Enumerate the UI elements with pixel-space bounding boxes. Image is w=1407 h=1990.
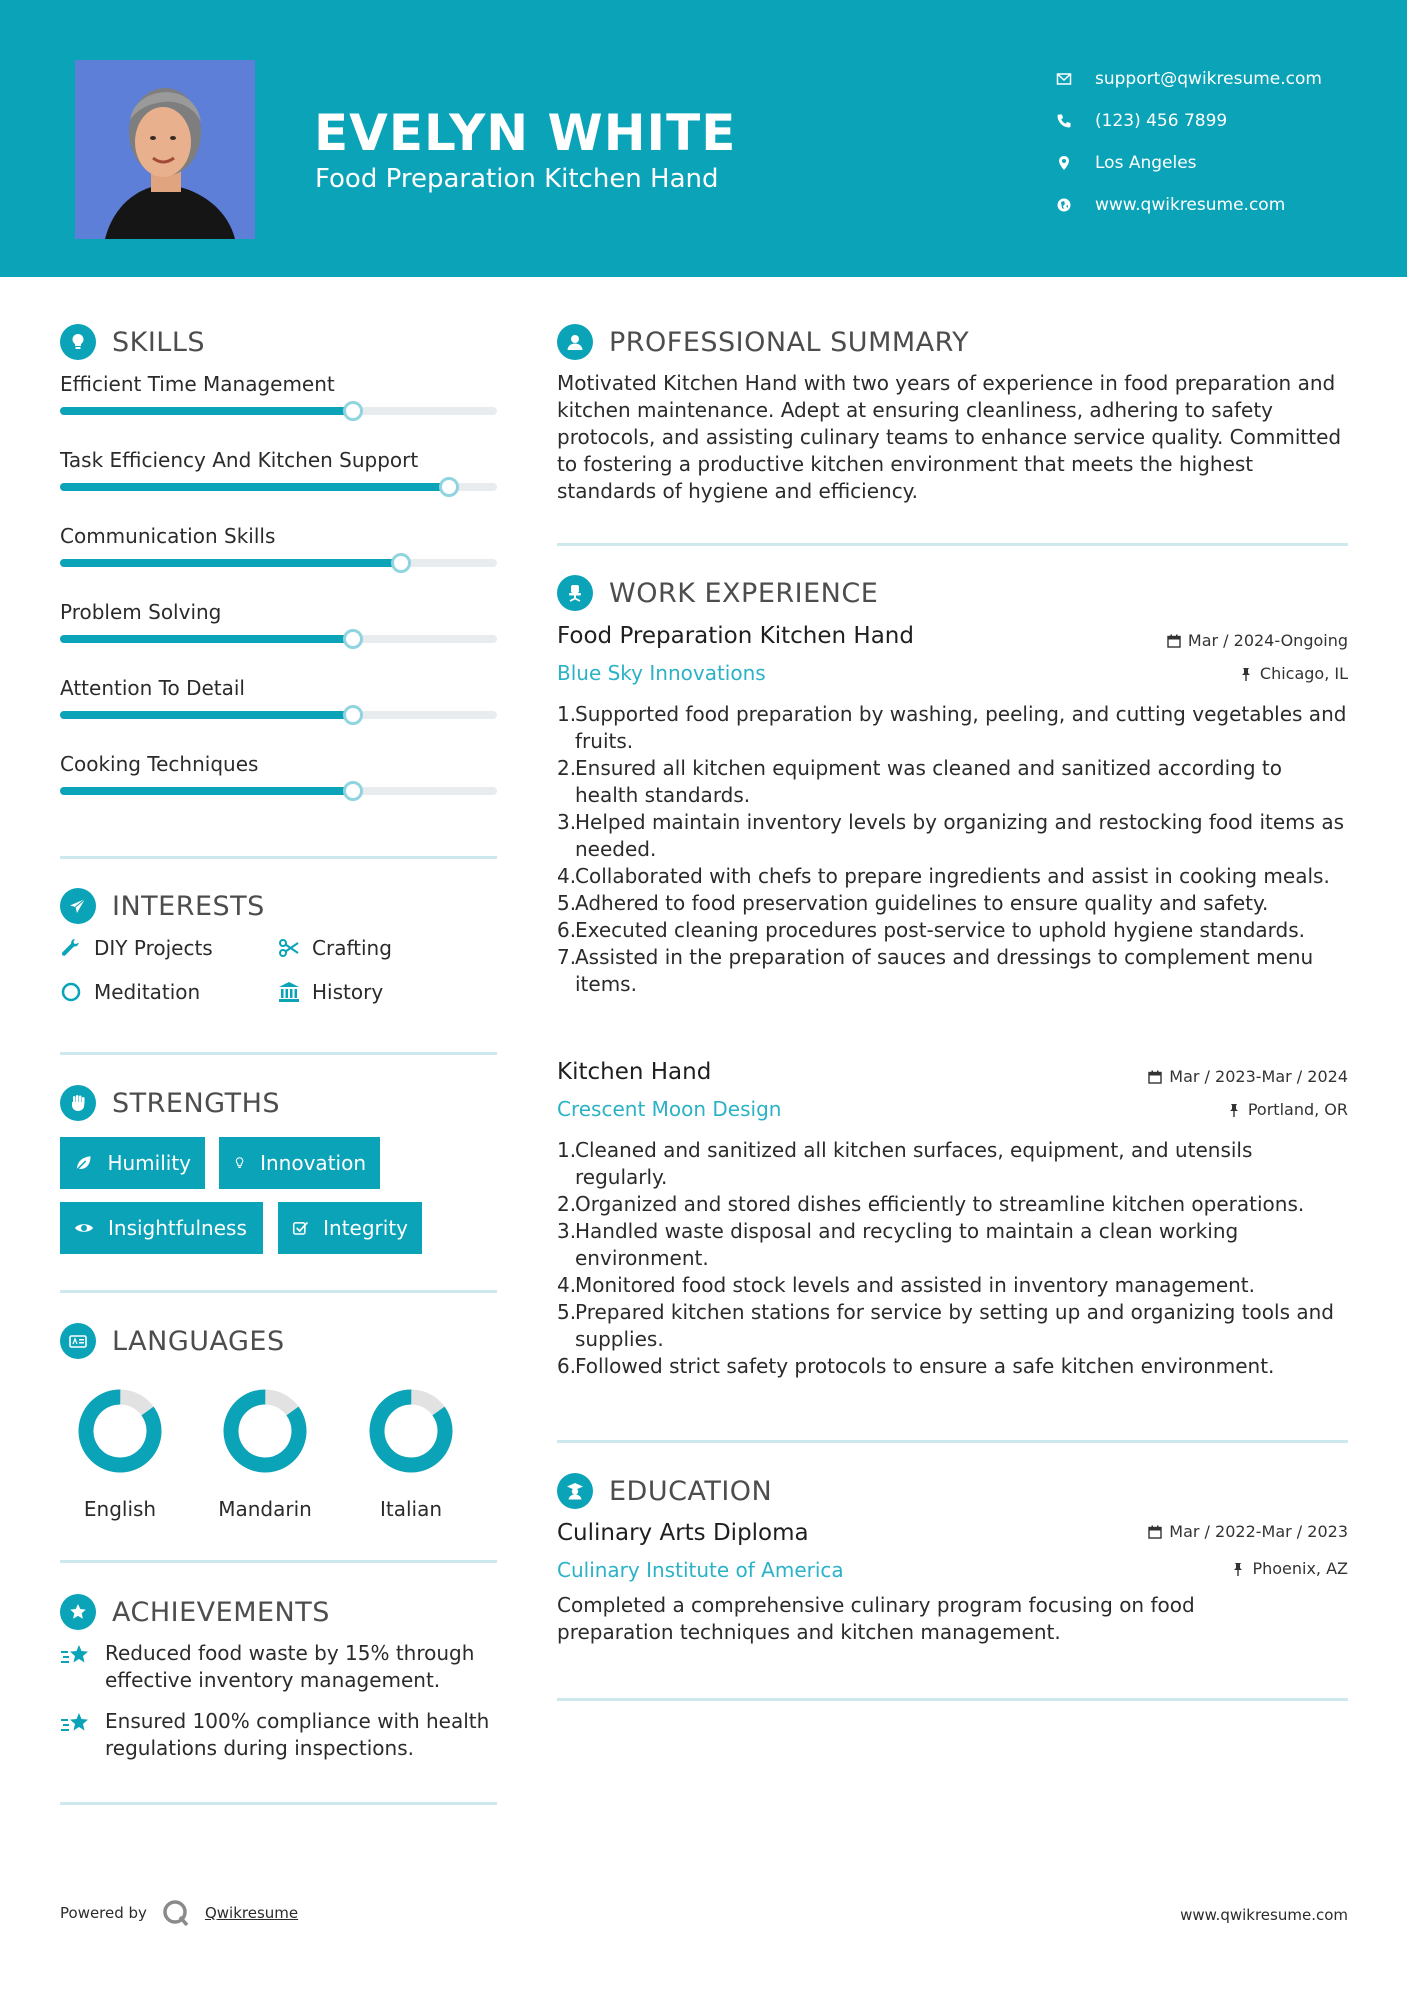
education-dates: [1148, 1522, 1348, 1541]
interest-item: [60, 980, 200, 1004]
office-chair-icon: [557, 575, 593, 611]
donut-fill: [73, 1384, 168, 1479]
section-divider: [60, 1802, 497, 1805]
skill-bar-knob: [391, 553, 411, 573]
calendar-icon: [1167, 634, 1181, 648]
job-dates-text: Mar / 2024-Ongoing: [1187, 631, 1348, 650]
interest-label: Meditation: [94, 980, 201, 1004]
job-bullet-list: [557, 1137, 1347, 1380]
education-dates-text: Mar / 2022-Mar / 2023: [1169, 1522, 1348, 1541]
skill-bar-fill: [60, 559, 401, 567]
donut-fill: [218, 1384, 313, 1479]
contact-website-text: www.qwikresume.com: [1095, 195, 1286, 215]
strength-tag: [219, 1137, 380, 1189]
skill-item: [60, 524, 497, 548]
job-bullet-text: Cleaned and sanitized all kitchen surfaces, equipment, and utensils regularly.: [575, 1138, 1253, 1189]
job-bullet-text: Adhered to food preservation guidelines to ensure quality and safety.: [575, 891, 1269, 915]
section-divider: [557, 543, 1348, 546]
strength-label: Innovation: [260, 1151, 366, 1175]
strengths-heading: [60, 1085, 280, 1121]
summary-text: Motivated Kitchen Hand with two years of experience in food preparation and kitchen maintenance. Adept at ensuring cleanliness, adhering to safety protocols, and assisting culinary teams to enhance service quality. Committed to fostering a productive kitchen environment that meets the highest standards of hygiene and efficiency.: [557, 371, 1342, 503]
job-bullet-text: Ensured all kitchen equipment was cleaned and sanitized according to health standards.: [575, 756, 1282, 807]
skill-item: [60, 676, 497, 700]
education-heading: [557, 1473, 772, 1509]
interest-item: [278, 980, 383, 1004]
section-divider: [557, 1440, 1348, 1443]
skill-label: Attention To Detail: [60, 676, 245, 700]
language-label: Italian: [379, 1497, 443, 1521]
section-divider: [60, 1290, 497, 1293]
job-bullet: 5. Prepared kitchen stations for service by setting up and organizing tools and supplies.: [557, 1300, 1334, 1351]
museum-icon: [278, 981, 300, 1003]
skill-label: Communication Skills: [60, 524, 276, 548]
job-company: Blue Sky Innovations: [557, 661, 766, 685]
globe-icon: [1055, 196, 1073, 214]
profile-photo: [75, 60, 255, 239]
calendar-icon: [1148, 1070, 1162, 1084]
job-bullet-text: Assisted in the preparation of sauces and dressings to complement menu items.: [575, 945, 1314, 996]
strength-tag: [278, 1202, 422, 1254]
calendar-icon: [1148, 1525, 1162, 1539]
paper-plane-icon: [60, 888, 96, 924]
hand-fist-icon: [60, 1085, 96, 1121]
job-location-text: Portland, OR: [1247, 1100, 1348, 1119]
job-bullet: 4. Collaborated with chefs to prepare ingredients and assist in cooking meals.: [557, 864, 1330, 888]
candidate-title: Food Preparation Kitchen Hand: [315, 164, 719, 194]
skill-bar: [60, 407, 497, 415]
education-degree: Culinary Arts Diploma: [557, 1520, 809, 1546]
contact-website[interactable]: [1055, 184, 1385, 226]
education-school: Culinary Institute of America: [557, 1558, 844, 1582]
job-bullet-text: Helped maintain inventory levels by organizing and restocking food items as needed.: [575, 810, 1345, 861]
job-bullet-list: [557, 701, 1347, 998]
job-bullet: 2. Organized and stored dishes efficiently to streamline kitchen operations.: [557, 1192, 1305, 1216]
skill-item: [60, 752, 497, 776]
skill-item: [60, 372, 497, 396]
job-title: Food Preparation Kitchen Hand: [557, 623, 914, 649]
job-bullet-text: Executed cleaning procedures post-service to uphold hygiene standards.: [575, 918, 1305, 942]
strength-label: Insightfulness: [108, 1216, 247, 1240]
language-donut: [72, 1383, 168, 1479]
job-bullet: 1. Cleaned and sanitized all kitchen surfaces, equipment, and utensils regularly.: [557, 1138, 1253, 1189]
user-icon: [557, 324, 593, 360]
skill-label: Cooking Techniques: [60, 752, 259, 776]
checkbox-icon: [292, 1218, 309, 1238]
job-bullet: 6. Followed strict safety protocols to ensure a safe kitchen environment.: [557, 1354, 1275, 1378]
pushpin-icon: [1227, 1103, 1241, 1117]
job-dates-text: Mar / 2023-Mar / 2024: [1169, 1067, 1348, 1086]
language-label: Mandarin: [218, 1497, 312, 1521]
job-bullet-text: Monitored food stock levels and assisted in inventory management.: [575, 1273, 1255, 1297]
job-title: Kitchen Hand: [557, 1059, 712, 1085]
language-item: [50, 1383, 190, 1521]
language-item: [195, 1383, 335, 1521]
contact-email-text: support@qwikresume.com: [1095, 69, 1322, 89]
education-location: [1231, 1559, 1348, 1578]
job-company: Crescent Moon Design: [557, 1097, 782, 1121]
language-label: English: [83, 1497, 157, 1521]
skill-bar: [60, 559, 497, 567]
job-bullet-text: Followed strict safety protocols to ensure a safe kitchen environment.: [575, 1354, 1275, 1378]
job-bullet-text: Handled waste disposal and recycling to maintain a clean working environment.: [575, 1219, 1239, 1270]
skill-bar-knob: [343, 705, 363, 725]
job-location: [1227, 1100, 1348, 1119]
skill-item: [60, 448, 497, 472]
skill-bar-fill: [60, 711, 353, 719]
achievement-text: Ensured 100% compliance with health regulations during inspections.: [105, 1709, 490, 1760]
shooting-star-icon: [60, 1710, 92, 1738]
envelope-icon: [1055, 70, 1073, 88]
contact-location: [1055, 142, 1385, 184]
job-dates: [1167, 631, 1348, 650]
skill-bar-knob: [343, 401, 363, 421]
languages-heading: [60, 1323, 285, 1359]
skill-label: Efficient Time Management: [60, 372, 335, 396]
pushpin-icon: [1239, 667, 1253, 681]
footer-powered-by: [60, 1898, 298, 1928]
job-bullet: 3. Helped maintain inventory levels by organizing and restocking food items as needed.: [557, 810, 1345, 861]
experience-title: WORK EXPERIENCE: [609, 577, 879, 609]
language-item: [341, 1383, 481, 1521]
education-description: Completed a comprehensive culinary program focusing on food preparation techniques and kitchen management.: [557, 1593, 1195, 1644]
portrait-image: [75, 60, 255, 239]
section-divider: [557, 1698, 1348, 1701]
strength-label: Integrity: [323, 1216, 408, 1240]
skill-bar-knob: [439, 477, 459, 497]
job-bullet: 5. Adhered to food preservation guidelines to ensure quality and safety.: [557, 891, 1269, 915]
leaf-icon: [74, 1153, 93, 1173]
skill-item: [60, 600, 497, 624]
qwikresume-link[interactable]: Qwikresume: [204, 1904, 299, 1922]
job-bullet: 6. Executed cleaning procedures post-service to uphold hygiene standards.: [557, 918, 1305, 942]
education-title: EDUCATION: [609, 1475, 773, 1507]
circle-icon: [60, 981, 82, 1003]
skill-bar-fill: [60, 635, 353, 643]
job-bullet-text: Organized and stored dishes efficiently to streamline kitchen operations.: [575, 1192, 1305, 1216]
job-bullet: 3. Handled waste disposal and recycling to maintain a clean working environment.: [557, 1219, 1239, 1270]
skills-title: SKILLS: [112, 326, 206, 358]
section-divider: [60, 1560, 497, 1563]
skill-bar: [60, 787, 497, 795]
contact-block: [1055, 58, 1385, 226]
interests-title: INTERESTS: [112, 890, 265, 922]
skill-bar: [60, 635, 497, 643]
experience-heading: [557, 575, 878, 611]
job-bullet-text: Supported food preparation by washing, peeling, and cutting vegetables and fruits.: [575, 702, 1347, 753]
job-dates: [1148, 1067, 1348, 1086]
pushpin-icon: [1231, 1562, 1245, 1576]
job-bullet: 2. Ensured all kitchen equipment was cleaned and sanitized according to health standards.: [557, 756, 1282, 807]
languages-title: LANGUAGES: [112, 1325, 285, 1357]
achievement-item: [60, 1708, 500, 1762]
skill-bar-fill: [60, 787, 353, 795]
section-divider: [60, 856, 497, 859]
job-location-text: Chicago, IL: [1259, 664, 1348, 683]
donut-fill: [364, 1384, 459, 1479]
map-pin-icon: [1055, 154, 1073, 172]
job-bullet-text: Prepared kitchen stations for service by setting up and organizing tools and supplies.: [575, 1300, 1334, 1351]
summary-title: PROFESSIONAL SUMMARY: [609, 326, 970, 358]
language-card-icon: [60, 1323, 96, 1359]
eye-icon: [74, 1218, 94, 1238]
strengths-title: STRENGTHS: [112, 1087, 281, 1119]
contact-location-text: Los Angeles: [1095, 153, 1197, 173]
achievement-text: Reduced food waste by 15% through effective inventory management.: [105, 1641, 475, 1692]
section-divider: [60, 1052, 497, 1055]
achievements-heading: [60, 1594, 330, 1630]
powered-by-label: Powered by: [60, 1904, 147, 1922]
skill-bar-fill: [60, 483, 449, 491]
interest-item: [278, 936, 392, 960]
lightbulb-icon: [60, 324, 96, 360]
job-bullet: 7. Assisted in the preparation of sauces and dressings to complement menu items.: [557, 945, 1314, 996]
job-bullet: 1. Supported food preparation by washing, peeling, and cutting vegetables and fruits.: [557, 702, 1347, 753]
education-location-text: Phoenix, AZ: [1252, 1559, 1348, 1578]
interest-label: Crafting: [312, 936, 392, 960]
skill-bar-knob: [343, 629, 363, 649]
job-bullet-text: Collaborated with chefs to prepare ingredients and assist in cooking meals.: [575, 864, 1330, 888]
skill-bar-fill: [60, 407, 353, 415]
contact-phone-text: (123) 456 7899: [1095, 111, 1228, 131]
strength-tag: [60, 1202, 263, 1254]
skill-label: Problem Solving: [60, 600, 222, 624]
candidate-name: EVELYN WHITE: [314, 104, 737, 162]
lightbulb-outline-icon: [233, 1153, 246, 1173]
summary-heading: [557, 324, 969, 360]
phone-icon: [1055, 112, 1073, 130]
resume-header: [0, 0, 1407, 277]
strength-tag: [60, 1137, 205, 1189]
qwikresume-logo-icon: [161, 1898, 191, 1928]
contact-email[interactable]: [1055, 58, 1385, 100]
shooting-star-icon: [60, 1642, 92, 1670]
skill-bar: [60, 483, 497, 491]
strength-label: Humility: [107, 1151, 191, 1175]
achievement-item: [60, 1640, 500, 1694]
skill-bar: [60, 711, 497, 719]
interest-label: History: [312, 980, 384, 1004]
achievements-title: ACHIEVEMENTS: [112, 1596, 330, 1628]
interest-label: DIY Projects: [94, 936, 213, 960]
language-donut: [363, 1383, 459, 1479]
contact-phone[interactable]: [1055, 100, 1385, 142]
skill-label: Task Efficiency And Kitchen Support: [60, 448, 419, 472]
wrench-icon: [60, 937, 82, 959]
skills-heading: [60, 324, 205, 360]
interest-item: [60, 936, 213, 960]
job-bullet: 4. Monitored food stock levels and assisted in inventory management.: [557, 1273, 1255, 1297]
interests-heading: [60, 888, 265, 924]
skill-bar-knob: [343, 781, 363, 801]
language-donut: [217, 1383, 313, 1479]
job-location: [1239, 664, 1348, 683]
star-badge-icon: [60, 1594, 96, 1630]
graduate-icon: [557, 1473, 593, 1509]
scissors-icon: [278, 937, 300, 959]
footer-website[interactable]: www.qwikresume.com: [1180, 1906, 1348, 1924]
